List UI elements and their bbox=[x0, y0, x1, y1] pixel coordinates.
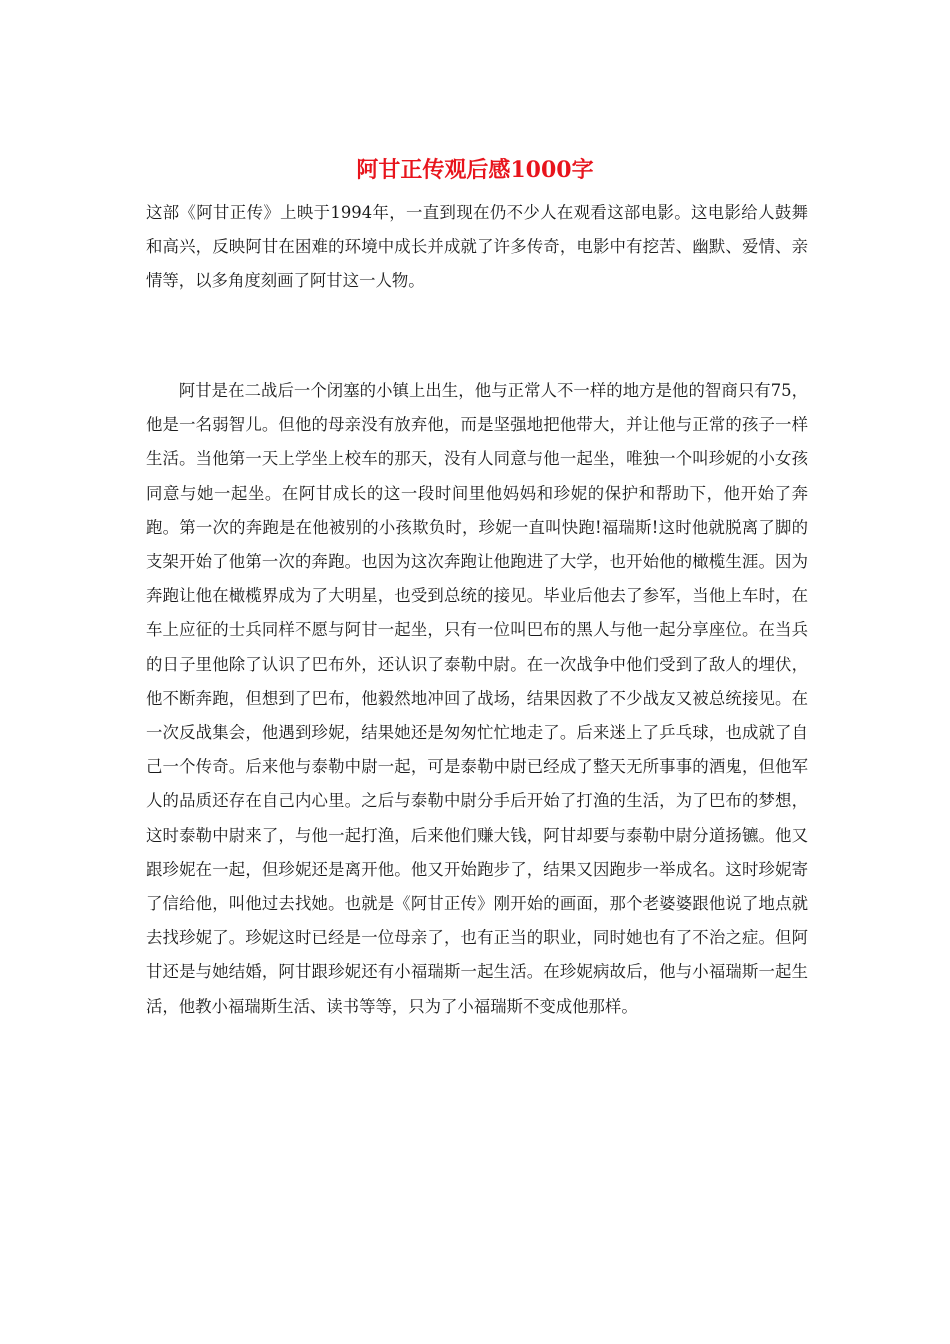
body-paragraph: 阿甘是在二战后一个闭塞的小镇上出生，他与正常人不一样的地方是他的智商只有75，他是一名弱智儿。但他的母亲没有放弃他，而是坚强地把他带大，并让他与正常的孩子一样生活。当他第一天上学坐上校车的那天，没有人同意与他一起坐，唯独一个叫珍妮的小女孩同意与她一起坐。在阿甘成长的这一段时间里他妈妈和珍妮的保护和帮助下，他开始了奔跑。第一次的奔跑是在他被别的小孩欺负时，珍妮一直叫快跑!福瑞斯!这时他就脱离了脚的支架开始了他第一次的奔跑。也因为这次奔跑让他跑进了大学，也开始他的橄榄生涯。因为奔跑让他在橄榄界成为了大明星，也受到总统的接见。毕业后他去了参军，当他上车时，在车上应征的士兵同样不愿与阿甘一起坐，只有一位叫巴布的黑人与他一起分享座位。在当兵的日子里他除了认识了巴布外，还认识了泰勒中尉。在一次战争中他们受到了敌人的埋伏，他不断奔跑，但想到了巴布，他毅然地冲回了战场，结果因救了不少战友又被总统接见。在一次反战集会，他遇到珍妮，结果她还是匆匆忙忙地走了。后来迷上了乒乓球，也成就了自己一个传奇。后来他与泰勒中尉一起，可是泰勒中尉已经成了整天无所事事的酒鬼，但他军人的品质还存在自己内心里。之后与泰勒中尉分手后开始了打渔的生活，为了巴布的梦想，这时泰勒中尉来了，与他一起打渔，后来他们赚大钱，阿甘却要与泰勒中尉分道扬镳。他又跟珍妮在一起，但珍妮还是离开他。他又开始跑步了，结果又因跑步一举成名。这时珍妮寄了信给他，叫他过去找她。也就是《阿甘正传》刚开始的画面，那个老婆婆跟他说了地点就去找珍妮了。珍妮这时已经是一位母亲了，也有正当的职业，同时她也有了不治之症。但阿甘还是与她结婚，阿甘跟珍妮还有小福瑞斯一起生活。在珍妮病故后，他与小福瑞斯一起生活，他教小福瑞斯生活、读书等等，只为了小福瑞斯不变成他那样。 bbox=[146, 381, 808, 1016]
document-title: 阿甘正传观后感1000字 bbox=[356, 157, 594, 183]
intro-paragraph: 这部《阿甘正传》上映于1994年，一直到现在仍不少人在观看这部电影。这电影给人鼓舞和高兴，反映阿甘在困难的环境中成长并成就了许多传奇，电影中有挖苦、幽默、爱情、亲情等，以多角度刻画了阿甘这一人物。 bbox=[146, 203, 808, 291]
